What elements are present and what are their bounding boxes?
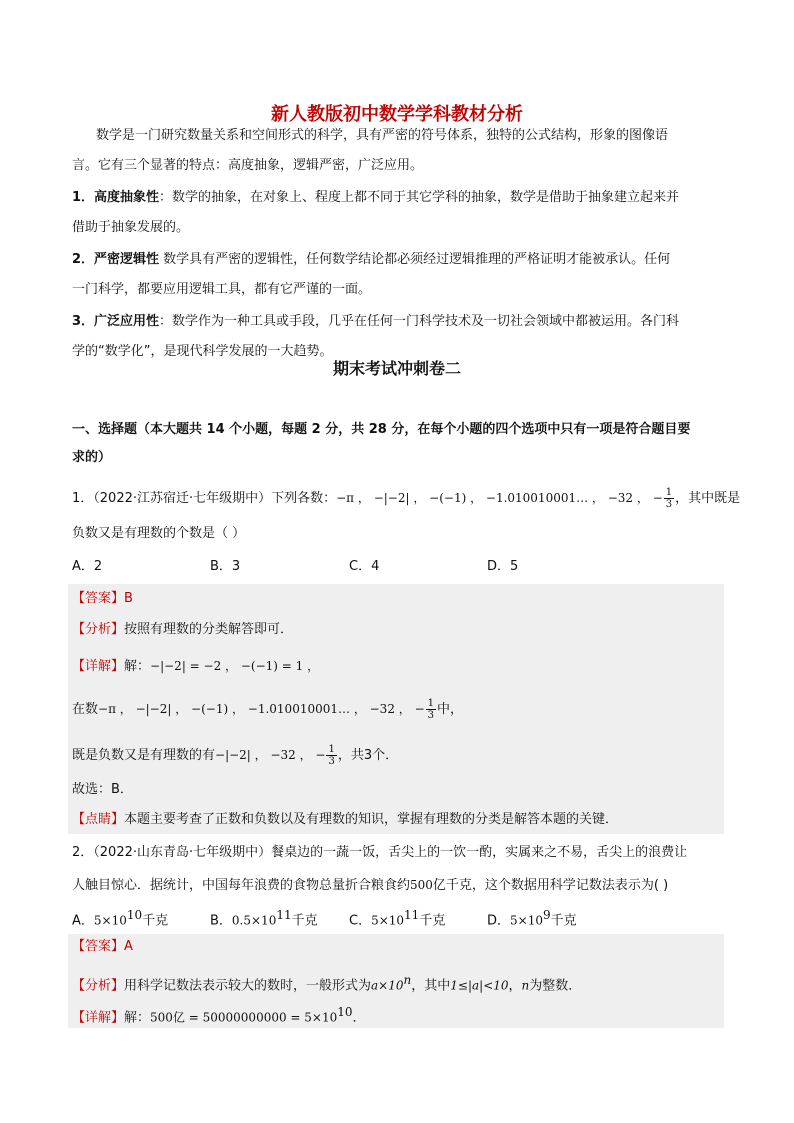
q2-stem-line-2 — [72, 875, 668, 896]
q1-line-b-numbers: −π ， −|−2| ， −(−1) ， −1.010010001… ， −32 ， − — [98, 702, 425, 716]
q1-stem-line-1 — [72, 487, 740, 510]
intro-paragraph-line-1: 数学是一门研究数量关系和空间形式的科学，具有严密的符号体系，独特的公式结构，形象的图像语 — [96, 128, 669, 143]
feature-1-text: ：数学的抽象，在对象上、程度上都不同于其它学科的抽象，数学是借助于抽象建立起来并 — [159, 190, 680, 205]
q2-option-d-exponent: 9 — [542, 908, 551, 922]
q2-analysis-math-b: 1≤|a|<10 — [450, 978, 509, 993]
q2-option-a-unit: 千克 — [142, 913, 169, 929]
q1-analysis — [72, 620, 293, 640]
q2-option-d-math: 5×10 — [510, 913, 543, 928]
q1-line-c-numbers: −|−2| ， −32 ， − — [215, 748, 326, 762]
q2-analysis — [72, 970, 581, 996]
q1-detail-line-3 — [72, 744, 398, 767]
q1-line-c-fraction-numerator: 1 — [328, 744, 335, 755]
feature-3-line-2: 学的“数学化”，是现代科学发展的一大趋势。 — [72, 344, 333, 359]
q2-analysis-text-c: ， — [508, 978, 522, 994]
section-heading-line-1: 一、选择题（本大题共 14 个小题，每题 2 分，共 28 分，在每个小题的四个选项中只有一项是符合题目要 — [72, 422, 691, 437]
q2-option-c-label: C． — [349, 913, 372, 929]
feature-2-line-2: 一门科学，都要应用逻辑工具，都有它严谨的一面。 — [72, 282, 372, 297]
q1-line-c-prefix: 既是负数又是有理数的有 — [72, 748, 216, 763]
q2-option-a-label: A． — [72, 913, 94, 929]
q2-detail-math: 500亿 = 50000000000 = 5×10 — [150, 1010, 338, 1025]
q1-detail-math: −|−2| = −2 ， −(−1) = 1 ， — [150, 659, 320, 673]
q1-detail-line-2 — [72, 698, 463, 721]
q1-fraction — [664, 487, 674, 510]
q2-option-c-math: 5×10 — [371, 913, 405, 928]
q2-answer — [72, 937, 133, 957]
q2-option-c — [349, 905, 445, 931]
feature-2-text: 数学具有严密的逻辑性，任何数学结论都必须经过逻辑推理的严格证明才能被承认。任何 — [159, 252, 671, 267]
q2-option-a — [72, 905, 168, 931]
q1-line-b-fraction-numerator: 1 — [427, 698, 435, 709]
q1-detail-text: 解： — [124, 659, 151, 674]
q1-line-b-fraction-denominator: 3 — [427, 710, 435, 721]
feature-3-text: ：数学作为一种工具或手段，几乎在任何一门科学技术及一切社会领域中都被运用。各门科 — [159, 314, 680, 329]
q2-stem-line-1: 2．（2022·山东青岛·七年级期中）餐桌边的一蔬一饭，舌尖上的一饮一酌，实属来之不易，舌尖上的浪费让 — [72, 845, 688, 860]
q1-comment-tag: 【点睛】 — [72, 812, 125, 827]
feature-1-label: 1．高度抽象性 — [72, 190, 160, 205]
q2-detail-end: ． — [352, 1010, 366, 1026]
q2-analysis-text-b: ，其中 — [411, 978, 451, 994]
q1-analysis-text: 按照有理数的分类解答即可． — [124, 622, 294, 637]
feature-2-label: 2．严密逻辑性 — [72, 252, 160, 267]
q1-line-c-suffix: ，共3个． — [337, 748, 399, 763]
feature-3-label: 3．广泛应用性 — [72, 314, 160, 329]
q2-detail-text: 解： — [124, 1010, 151, 1026]
q1-option-c: C．4 — [349, 559, 380, 574]
q1-suffix: ，其中既是 — [675, 491, 741, 506]
q2-option-a-exponent: 10 — [126, 908, 143, 922]
q2-analysis-math-a: a×10 — [371, 978, 404, 993]
q2-option-b-exponent: 11 — [276, 908, 292, 922]
section-heading-line-2: 求的） — [72, 450, 112, 465]
q2-option-d-unit: 千克 — [550, 913, 577, 929]
q1-comment — [72, 810, 618, 830]
q2-option-b-math: 0.5×10 — [231, 913, 277, 928]
q2-analysis-exponent: n — [403, 973, 412, 987]
q1-comment-text: 本题主要考查了正数和负数以及有理数的知识，掌握有理数的分类是解答本题的关键． — [124, 812, 619, 827]
q2-detail-exponent: 10 — [337, 1005, 353, 1019]
q2-stem-number: 500 — [410, 878, 433, 892]
q2-option-d-label: D． — [487, 913, 511, 929]
intro-paragraph-line-2: 言。它有三个显著的特点：高度抽象，逻辑严密，广泛应用。 — [72, 158, 424, 173]
q2-answer-value: A — [124, 939, 133, 954]
q2-option-a-math: 5×10 — [93, 913, 127, 928]
q1-stem-line-2: 负数又是有理数的个数是（ ） — [72, 526, 246, 541]
q1-answer-tag: 【答案】 — [72, 591, 125, 606]
q2-answer-tag: 【答案】 — [72, 939, 125, 954]
q1-option-d: D．5 — [487, 559, 519, 574]
q2-option-b — [210, 905, 318, 931]
exam-title: 期末考试冲刺卷二 — [332, 359, 461, 378]
q1-detail — [72, 656, 319, 677]
q1-line-b-fraction — [426, 698, 436, 721]
q2-option-b-label: B． — [210, 913, 232, 929]
q1-line-c-fraction-denominator: 3 — [328, 756, 335, 767]
feature-1-line-2: 借助于抽象发展的。 — [72, 220, 190, 235]
q1-numbers: −π ， −|−2| ， −(−1) ， −1.010010001… ， −32 ， − — [336, 491, 663, 505]
feature-3-line-1 — [72, 312, 679, 332]
q2-option-c-unit: 千克 — [419, 913, 446, 929]
q1-fraction-denominator: 3 — [665, 499, 673, 510]
q1-choose: 故选：B． — [72, 782, 133, 797]
q2-option-b-unit: 千克 — [291, 913, 318, 929]
q1-fraction-numerator: 1 — [665, 487, 673, 498]
q2-analysis-text-a: 用科学记数法表示较大的数时，一般形式为 — [124, 978, 372, 994]
q1-line-b-suffix: 中， — [437, 702, 464, 717]
page-title: 新人教版初中数学学科教材分析 — [271, 104, 523, 125]
q2-option-d — [487, 905, 577, 931]
q2-analysis-text-d: 为整数． — [529, 978, 582, 994]
feature-2-line-1 — [72, 250, 670, 270]
q1-line-c-fraction — [326, 744, 336, 767]
q1-detail-tag: 【详解】 — [72, 659, 125, 674]
q2-detail-tag: 【详解】 — [72, 1010, 125, 1026]
q1-option-a: A．2 — [72, 559, 103, 574]
q2-stem-text-c: 亿千克，这个数据用科学记数法表示为( ) — [432, 878, 669, 893]
q1-option-b: B．3 — [210, 559, 241, 574]
q2-analysis-tag: 【分析】 — [72, 978, 125, 994]
feature-1-line-1 — [72, 188, 679, 208]
q1-line-b-prefix: 在数 — [72, 702, 99, 717]
q2-detail — [72, 1002, 366, 1028]
q2-stem-text-a: 人触目惊心．据统计，中国每年浪费的食物总量折合粮食约 — [72, 878, 411, 893]
q1-answer-value: B — [124, 591, 133, 606]
q2-analysis-math-c: n — [521, 978, 530, 993]
q1-answer — [72, 589, 133, 609]
q1-prefix: 1．（2022·江苏宿迁·七年级期中）下列各数： — [72, 491, 337, 506]
q1-analysis-tag: 【分析】 — [72, 622, 125, 637]
q2-option-c-exponent: 11 — [404, 908, 420, 922]
